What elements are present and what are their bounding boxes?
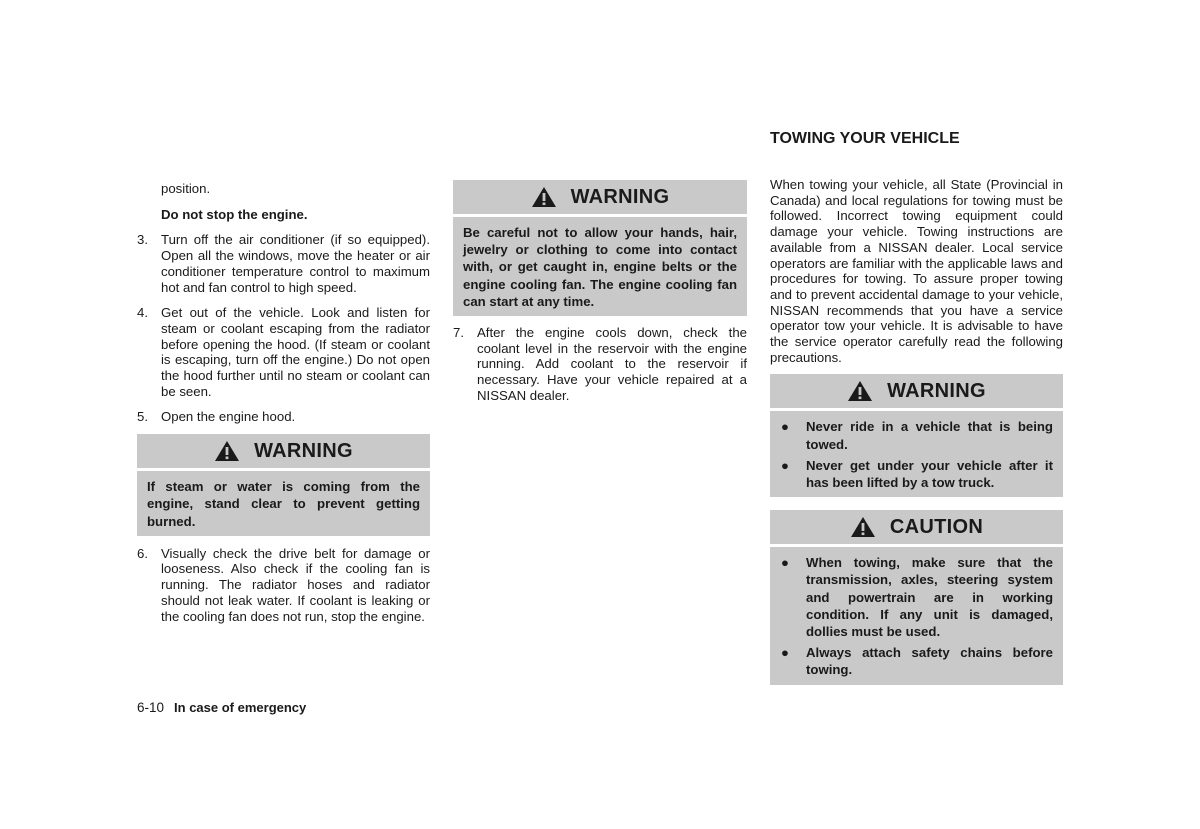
caution-header [770,510,1063,544]
caution-bullets [770,547,1063,684]
warning-triangle-icon [850,516,876,538]
bullet-text: When towing, make sure that the transmission, axles, steering system and powertrain are in working condition. If any unit is damaged, dollies must be used. [806,555,1053,640]
warning-text: Be careful not to allow your hands, hair, jewelry or clothing to come into contact with, or get caught in, engine belts or the engine cooling fan. The engine cooling fan can start at any time. [453,217,747,316]
warning-box [453,180,747,316]
step-text: After the engine cools down, check the coolant level in the reservoir with the engine running. Add coolant to the reservoir if necessary. Have your vehicle repaired at a NISSAN dealer. [477,325,747,403]
step-number: 5. [137,409,148,425]
bullet-icon: ● [781,555,789,571]
step-number: 4. [137,305,148,321]
chapter-title: In case of emergency [174,700,307,715]
bullet-icon: ● [781,419,789,435]
warning-triangle-icon [214,440,240,462]
bullet-text: Never get under your vehicle after it has been lifted by a tow truck. [806,457,1053,491]
warning-header [137,434,430,468]
warning-bullets [770,411,1063,497]
step-number: 3. [137,232,148,248]
bullet-item [780,644,1053,678]
page-footer [137,700,306,715]
bullet-icon: ● [781,457,789,473]
step-text: Turn off the air conditioner (if so equipped). Open all the windows, move the heater or air conditioner temperature control to maximum hot and fan control to high speed. [161,232,430,295]
warning-triangle-icon [531,186,557,208]
warning-title: WARNING [887,379,986,402]
bullet-item [780,418,1053,452]
step-4 [137,305,430,399]
warning-title: WARNING [254,439,353,462]
section-title: TOWING YOUR VEHICLE [770,130,960,147]
page-number: 6-10 [137,700,165,715]
warning-box [770,374,1063,497]
column-2 [453,180,747,404]
bullet-text: Always attach safety chains before towing. [806,645,1053,678]
warning-header [453,180,747,214]
bullet-item [780,554,1053,640]
warning-triangle-icon [847,380,873,402]
warning-title: WARNING [570,185,670,208]
column-3 [770,130,1063,685]
step-text: Open the engine hood. [161,409,296,425]
step-6 [137,546,430,625]
warning-text: If steam or water is coming from the engine, stand clear to prevent getting burned. [137,471,430,536]
caution-box [770,510,1063,684]
step-3 [137,232,430,295]
towing-intro: When towing your vehicle, all State (Provincial in Canada) and local regulations for towing must be followed. Incorrect towing equipment could damage your vehicle. Towing instructions are available from a NISSAN dealer. Local service operators are familiar with the applicable laws and procedures for towing. To assure proper towing and to prevent accidental damage to your vehicle, NISSAN recommends that you have a service operator tow your vehicle. It is advisable to have the service operator carefully read the following precautions. [770,177,1063,365]
column-1 [137,180,430,624]
bullet-icon: ● [781,645,789,661]
continued-bold-text: Do not stop the engine. [161,206,308,222]
step-5 [137,409,430,425]
warning-header [770,374,1063,408]
step-number: 7. [453,325,464,341]
bullet-item [780,457,1053,491]
step-text: Visually check the drive belt for damage or looseness. Also check if the cooling fan is running. The radiator hoses and radiator should not leak water. If coolant is leaking or the cooling fan does not run, stop the engine. [161,545,430,624]
continued-text: position. [161,181,211,196]
step-number: 6. [137,545,148,561]
bullet-text: Never ride in a vehicle that is being towed. [806,419,1053,452]
warning-box [137,434,430,536]
caution-title: CAUTION [889,515,984,538]
step-text: Get out of the vehicle. Look and listen for steam or coolant escaping from the radiator before opening the hood. (If steam or coolant is escaping, turn off the engine.) Do not open the hood further until no steam or coolant can be seen. [161,305,430,399]
step-7 [453,325,747,404]
